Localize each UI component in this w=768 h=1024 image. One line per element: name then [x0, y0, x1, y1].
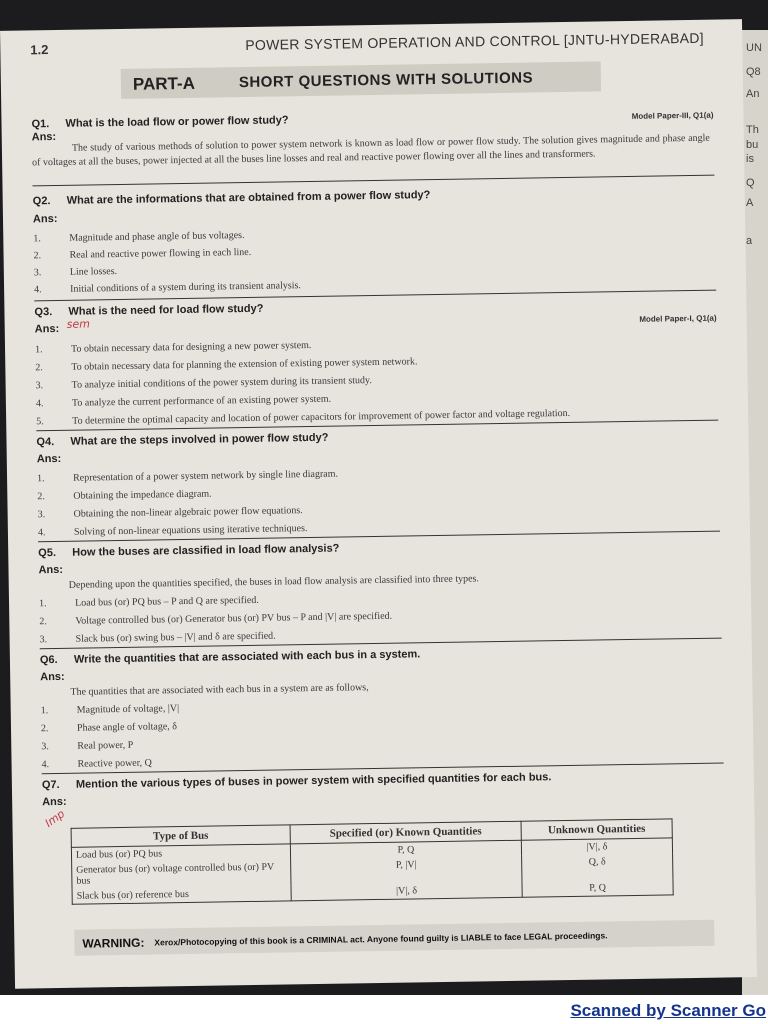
question-number: Q4.	[36, 436, 55, 449]
table-header-cell: Type of Bus	[71, 825, 290, 847]
list-item: 2. Real and reactive power flowing in each line.	[33, 246, 252, 262]
answer-label: Ans:	[40, 670, 65, 684]
handwritten-note: sem	[66, 317, 90, 331]
list-item: 4. Initial conditions of a system during its transient analysis.	[34, 280, 301, 296]
question-number: Q2.	[32, 195, 51, 208]
list-item: 3. Real power, P	[41, 739, 134, 753]
question-number: Q7.	[41, 778, 60, 792]
warning-label: WARNING:	[82, 935, 145, 951]
list-item: 5. To determine the optimal capacity and location of power capacitors for improvement of power factor and voltage regulation.	[36, 407, 571, 428]
list-item: 2. Voltage controlled bus (or) Generator bus (or) PV bus – P and |V| are specified.	[39, 610, 393, 628]
table-cell: |V|, δ	[291, 882, 522, 901]
question-text: What is the load flow or power flow study?	[65, 114, 289, 130]
question-heading	[31, 108, 713, 131]
running-header-title: POWER SYSTEM OPERATION AND CONTROL [JNTU-HYDERABAD]	[245, 29, 705, 53]
list-item: 4. Reactive power, Q	[41, 757, 152, 771]
list-item: 3. Line losses.	[33, 266, 118, 279]
list-item: 3. Slack bus (or) swing bus – |V| and δ are specified.	[39, 630, 276, 646]
list-item: 1. Representation of a power system network by single line diagram.	[37, 468, 339, 485]
list-item: 2. Phase angle of voltage, δ	[40, 721, 178, 735]
bus-types-table	[71, 818, 674, 904]
book-page	[0, 19, 760, 989]
running-header	[30, 28, 712, 61]
copyright-warning	[74, 920, 714, 956]
list-item: 1. Load bus (or) PQ bus – P and Q are specified.	[38, 594, 259, 610]
list-item: 1. Magnitude of voltage, |V|	[40, 703, 180, 717]
list-item: 1. To obtain necessary data for designing a new power system.	[34, 339, 312, 356]
model-paper-reference: Model Paper-I, Q1(a)	[639, 313, 717, 324]
adjacent-page-fragment: UN	[746, 42, 762, 54]
question-number: Q3.	[34, 306, 53, 319]
answer-intro: Depending upon the quantities specified, the buses in load flow analysis are classified into three types.	[68, 573, 479, 591]
handwritten-note: Imp	[42, 807, 68, 830]
model-paper-reference: Model Paper-III, Q1(a)	[631, 110, 714, 121]
answer-label: Ans:	[34, 322, 60, 336]
page-number: 1.2	[30, 42, 49, 58]
answer-intro: The quantities that are associated with each bus in a system are as follows,	[70, 682, 369, 698]
part-title: SHORT QUESTIONS WITH SOLUTIONS	[238, 69, 534, 92]
answer-label: Ans:	[32, 212, 58, 226]
adjacent-page-fragment: is	[746, 153, 754, 165]
table-cell: Q, δ	[522, 853, 673, 881]
answer-label: Ans:	[42, 795, 67, 809]
adjacent-page-fragment: a	[746, 235, 753, 247]
table-cell: |V|, δ	[521, 838, 672, 856]
part-heading	[121, 61, 601, 99]
answer-paragraph: The study of various methods of solution to power system network is known as load flow or power flow study. The solution gives magnitude and phase angle of voltages at all the buses, power injected at all the buses line losses and real and reactive power flowing over all the lines and transformers.	[32, 132, 710, 169]
table-cell: P, Q	[522, 879, 673, 897]
question-heading	[33, 185, 715, 208]
table-header-cell: Specified (or) Known Quantities	[290, 821, 521, 844]
list-item: 3. Obtaining the non-linear algebraic power flow equations.	[37, 505, 303, 521]
table-cell: P, Q	[290, 840, 521, 859]
adjacent-page-fragment: Q	[746, 177, 755, 189]
part-label: PART-A	[132, 73, 196, 94]
answer-label: Ans:	[38, 563, 64, 577]
question-text: What are the informations that are obtained from a power flow study?	[66, 189, 431, 207]
list-item: 2. To obtain necessary data for planning the extension of existing power system network.	[35, 356, 418, 374]
question-text: What are the steps involved in power flow study?	[70, 431, 329, 448]
answer-label: Ans:	[31, 130, 57, 144]
adjacent-page-fragment: A	[746, 197, 754, 209]
question-text: Mention the various types of buses in power system with specified quantities for each bus.	[75, 771, 552, 791]
adjacent-page-fragment: Q8	[746, 66, 761, 78]
warning-text: Xerox/Photocopying of this book is a CRIMINAL act. Anyone found guilty is LIABLE to face LEGAL proceedings.	[154, 930, 608, 948]
table-cell: Load bus (or) PQ bus	[71, 844, 290, 863]
list-item: 3. To analyze initial conditions of the power system during its transient study.	[35, 375, 372, 392]
scanner-credit: Scanned by Scanner Go	[570, 1001, 766, 1020]
adjacent-page-fragment: Th	[746, 124, 759, 136]
table-cell: P, |V|	[291, 856, 522, 886]
table-cell: Generator bus (or) voltage controlled bus (or) PV bus	[72, 859, 291, 888]
question-text: Write the quantities that are associated with each bus in a system.	[73, 648, 421, 666]
list-item: 4. To analyze the current performance of an existing power system.	[35, 393, 332, 410]
list-item: 2. Obtaining the impedance diagram.	[37, 488, 212, 503]
question-text: How the buses are classified in load flow analysis?	[72, 542, 340, 559]
section-divider	[32, 175, 714, 187]
table-cell: Slack bus (or) reference bus	[72, 885, 291, 904]
adjacent-page-fragment: bu	[746, 139, 759, 151]
answer-label: Ans:	[36, 452, 62, 466]
question-number: Q5.	[38, 547, 57, 560]
list-item: 4. Solving of non-linear equations using iterative techniques.	[37, 523, 308, 539]
question-number: Q1.	[31, 118, 50, 131]
question-number: Q6.	[39, 654, 58, 667]
table-header-cell: Unknown Quantities	[521, 819, 672, 840]
list-item: 1. Magnitude and phase angle of bus voltages.	[33, 230, 245, 245]
question-text: What is the need for load flow study?	[68, 302, 264, 318]
adjacent-page-fragment: An	[746, 88, 760, 100]
